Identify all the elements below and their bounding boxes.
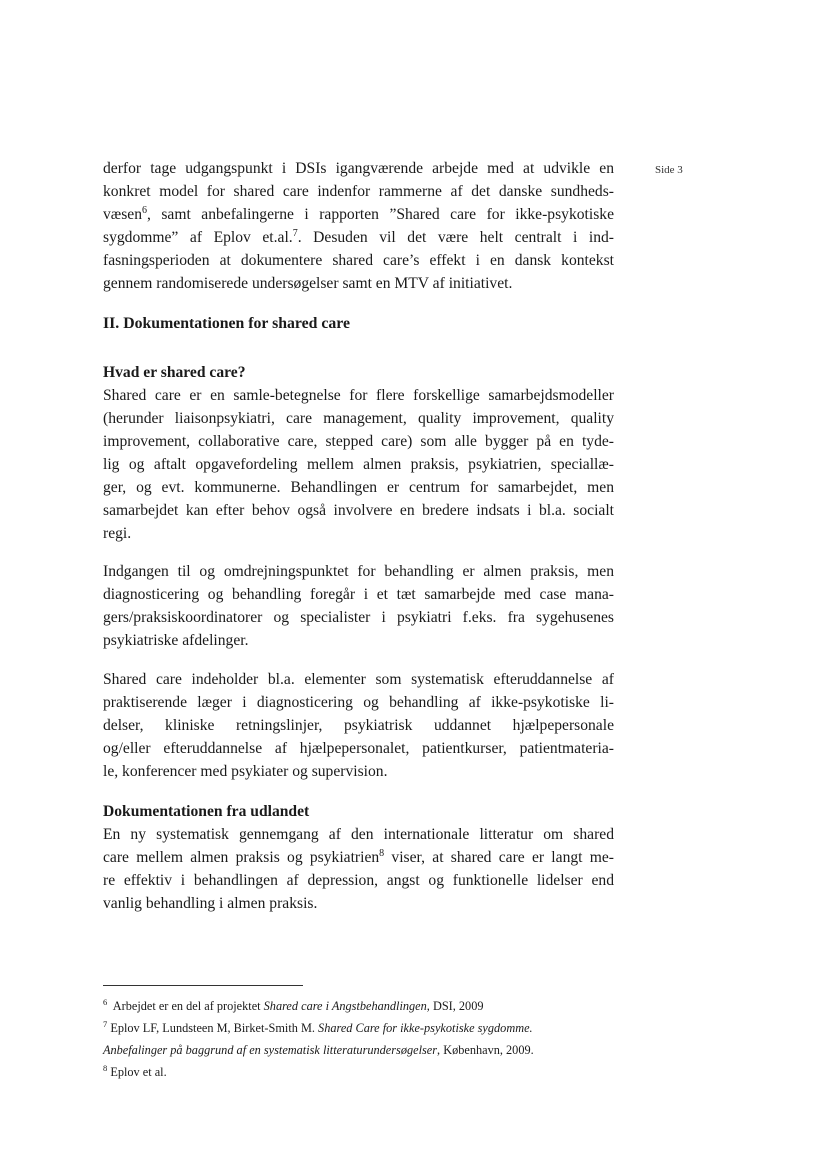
shared-care-definition: [103, 361, 614, 545]
text-span: , samt anbefalingerne i rapporten ”Shared care for ikke-psykotiske: [146, 206, 614, 223]
footnote-6: [103, 995, 623, 1017]
footnote-mark: 8: [103, 1062, 108, 1073]
text-line: fasningsperioden at dokumentere shared care’s effekt i en dansk kontekst: [103, 252, 614, 269]
text-line: gers/praksiskoordinatorer og specialister i psykiatri f.eks. fra sygehusenes: [103, 609, 614, 626]
footnote-title: Anbefalinger på baggrund af en systematisk litteraturundersøgelser: [103, 1043, 438, 1057]
footnote-text: , København, 2009.: [437, 1043, 534, 1057]
text-line: [103, 846, 614, 869]
text-line: og/eller efteruddannelse af hjælpepersonalet, patientkurser, patientmateria-: [103, 740, 614, 757]
subheading-documentation-abroad: Dokumentationen fra udlandet: [103, 803, 310, 820]
footnote-7: [103, 1017, 623, 1039]
footnote-title: Shared care i Angstbehandlingen,: [263, 999, 430, 1013]
footnote-8: [103, 1061, 623, 1083]
footnote-ref-6[interactable]: 6: [141, 204, 147, 216]
footnote-text: DSI, 2009: [429, 999, 484, 1013]
text-line: Indgangen til og omdrejningspunktet for behandling er almen praksis, men: [103, 563, 614, 580]
text-line: improvement, collaborative care, stepped care) som alle bygger på en tyde-: [103, 433, 614, 450]
paragraph-entry-point: [103, 560, 614, 652]
text-line: Shared care indeholder bl.a. elementer som systematisk efteruddannelse af: [103, 671, 614, 688]
text-line: konkret model for shared care indenfor rammerne af det danske sundheds-: [103, 183, 614, 200]
section-heading: II. Dokumentationen for shared care: [103, 315, 351, 332]
footnote-text: Arbejdet er en del af projektet: [112, 999, 264, 1013]
text-line: derfor tage udgangspunkt i DSIs igangværende arbejde med at udvikle en: [103, 160, 614, 177]
footnote-7-continued: [103, 1039, 623, 1061]
text-line: [103, 203, 614, 226]
text-line: re effektiv i behandlingen af depression, angst og funktionelle lidelser end: [103, 872, 614, 889]
footnotes: [103, 995, 623, 1083]
text-line: diagnosticering og behandling foregår i et tæt samarbejde med case mana-: [103, 586, 614, 603]
text-line: Shared care er en samle-betegnelse for flere forskellige samarbejdsmodeller: [103, 387, 614, 404]
text-line: [103, 226, 614, 249]
text-span: sygdomme” af Eplov et.al.: [103, 229, 293, 246]
text-line: regi.: [103, 525, 132, 542]
footnote-ref-8[interactable]: 8: [379, 847, 385, 859]
text-line: le, konferencer med psykiater og supervision.: [103, 763, 388, 780]
text-line: vanlig behandling i almen praksis.: [103, 895, 318, 912]
footnote-text: Eplov LF, Lundsteen M, Birket-Smith M.: [110, 1021, 319, 1035]
footnote-mark: 7: [103, 1018, 108, 1029]
text-span: care mellem almen praksis og psykiatrien: [103, 849, 380, 866]
intro-paragraph: [103, 157, 614, 295]
paragraph-elements: [103, 668, 614, 783]
text-line: samarbejdet kan efter behov også involvere en bredere indsats i bl.a. socialt: [103, 502, 614, 519]
paragraph-international-documentation: [103, 800, 614, 915]
text-line: praktiserende læger i diagnosticering og behandling af ikke-psykotiske li-: [103, 694, 614, 711]
text-line: lig og aftalt opgavefordeling mellem almen praksis, psykiatrien, speciallæ-: [103, 456, 614, 473]
text-line: delser, kliniske retningslinjer, psykiatrisk uddannet hjælpepersonale: [103, 717, 614, 734]
text-line: gennem randomiserede undersøgelser samt en MTV af initiativet.: [103, 275, 513, 292]
text-line: (herunder liaisonpsykiatri, care management, quality improvement, quality: [103, 410, 614, 427]
text-line: psykiatriske afdelinger.: [103, 632, 249, 649]
page-number: Side 3: [655, 164, 683, 176]
text-line: En ny systematisk gennemgang af den internationale litteratur om shared: [103, 826, 614, 843]
footnote-title: Shared Care for ikke-psykotiske sygdomme.: [318, 1021, 533, 1035]
footnote-mark: 6: [103, 996, 108, 1007]
footnote-text: Eplov et al.: [110, 1065, 167, 1079]
text-line: ger, og evt. kommunerne. Behandlingen er centrum for samarbejdet, men: [103, 479, 614, 496]
text-span: viser, at shared care er langt me-: [384, 849, 614, 866]
footnote-divider: [103, 985, 303, 986]
text-span: væsen: [103, 206, 142, 223]
text-span: . Desuden vil det være helt centralt i ind-: [297, 229, 614, 246]
subheading-what-is-shared-care: Hvad er shared care?: [103, 364, 246, 381]
footnote-ref-7[interactable]: 7: [292, 227, 298, 239]
